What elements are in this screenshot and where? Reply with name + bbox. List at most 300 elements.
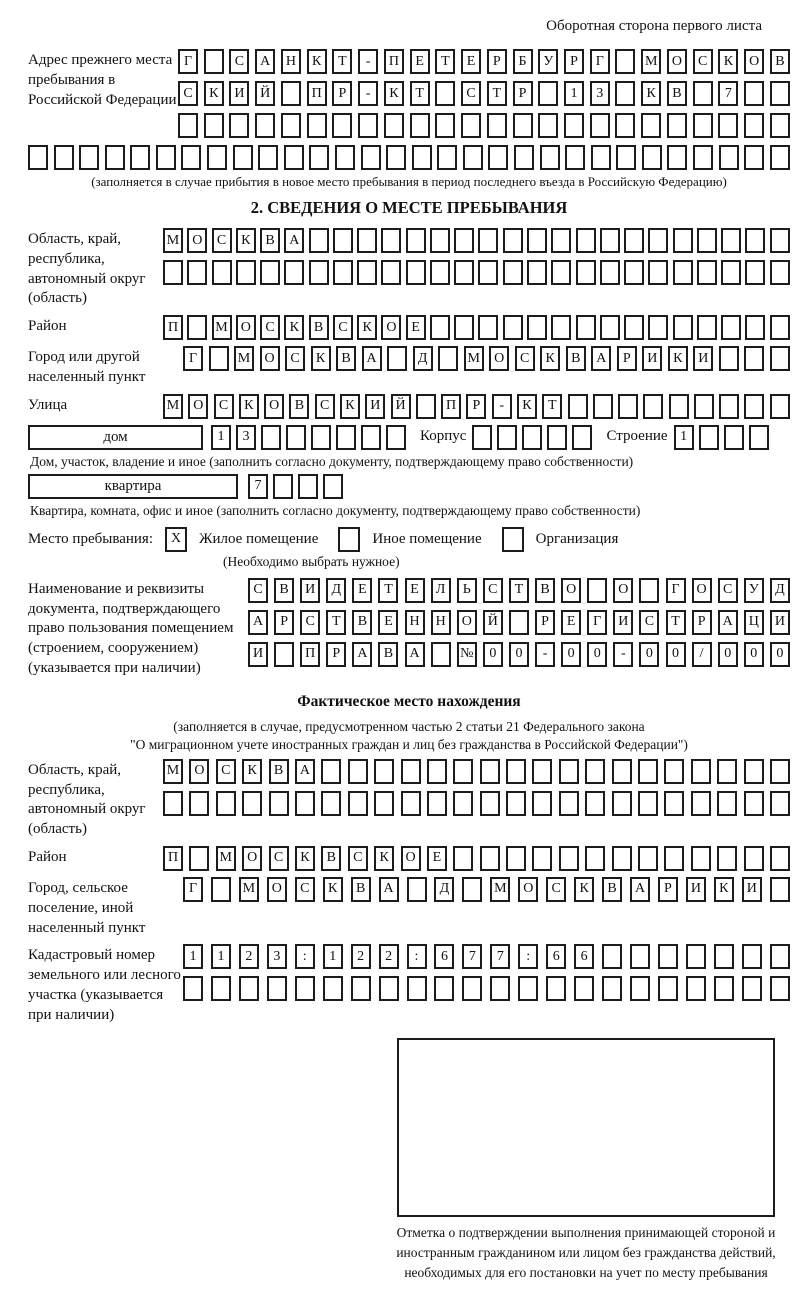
fact-rayon-field [28,846,790,871]
char-cell [189,846,209,871]
char-cell: В [274,578,294,603]
char-cell: Д [413,346,433,371]
char-cell [697,260,717,285]
char-cell [187,260,207,285]
char-cell: 0 [587,642,607,667]
char-cell [236,260,256,285]
char-cell [514,145,534,170]
char-cell [412,145,432,170]
char-cell [744,113,764,138]
char-cell [658,944,678,969]
char-cell: А [362,346,382,371]
char-cell [744,846,764,871]
oblast-row-1 [163,228,790,253]
char-cell: М [239,877,259,902]
char-cell [503,315,523,340]
char-cell [348,759,368,784]
char-cell [410,113,430,138]
char-cell [488,145,508,170]
prev-address-row-4 [28,145,790,170]
char-cell [416,394,436,419]
char-cell: Т [666,610,686,635]
char-cell: : [407,944,427,969]
char-cell [332,113,352,138]
char-cell [527,260,547,285]
char-cell [163,260,183,285]
char-cell [351,976,371,1001]
char-cell: Е [406,315,426,340]
char-cell [559,846,579,871]
char-cell: Т [326,610,346,635]
char-cell [130,145,150,170]
char-cell [239,976,259,1001]
char-cell: В [336,346,356,371]
char-cell [229,113,249,138]
korpus-label: Корпус [420,427,467,444]
char-cell: 0 [718,642,738,667]
char-cell [522,425,542,450]
char-cell: Т [435,49,455,74]
char-cell [697,228,717,253]
char-cell [333,228,353,253]
char-cell [559,759,579,784]
char-cell [648,260,668,285]
char-cell: С [178,81,198,106]
char-cell [551,315,571,340]
char-cell: 1 [674,425,694,450]
char-cell [309,145,329,170]
char-cell [664,759,684,784]
char-cell [189,791,209,816]
char-cell [551,260,571,285]
char-cell [435,81,455,106]
char-cell [719,145,739,170]
char-cell: К [239,394,259,419]
char-cell [233,145,253,170]
rayon-field [28,315,790,340]
char-cell [260,260,280,285]
char-cell [719,394,739,419]
char-cell: - [535,642,555,667]
char-cell: С [295,877,315,902]
char-cell: Р [692,610,712,635]
char-cell: С [212,228,232,253]
document-row-1 [248,578,790,603]
fact-oblast-row-2 [163,791,790,816]
char-cell: Р [535,610,555,635]
char-cell [568,394,588,419]
char-cell [693,113,713,138]
char-cell: О [518,877,538,902]
char-cell: 3 [267,944,287,969]
char-cell: 7 [248,474,268,499]
char-cell [284,145,304,170]
char-cell: Е [378,610,398,635]
char-cell: К [236,228,256,253]
oblast-label: Область, край, республика, автономный округ (область) [28,231,146,307]
char-cell [309,228,329,253]
fact-title: Фактическое место нахождения [297,692,521,710]
char-cell [506,791,526,816]
char-cell [321,791,341,816]
char-cell [648,315,668,340]
char-cell [336,425,356,450]
char-cell: Т [509,578,529,603]
char-cell: К [311,346,331,371]
char-cell [204,49,224,74]
char-cell [721,260,741,285]
char-cell: 1 [183,944,203,969]
char-cell: Л [431,578,451,603]
char-cell [624,315,644,340]
char-cell [559,791,579,816]
char-cell [204,113,224,138]
char-cell: В [309,315,329,340]
char-cell: К [718,49,738,74]
prev-address-row-3 [178,113,790,138]
char-cell: Д [770,578,790,603]
char-cell: У [744,578,764,603]
char-cell: В [378,642,398,667]
char-cell [693,81,713,106]
char-cell [770,394,790,419]
document-field [28,578,790,679]
char-cell [434,976,454,1001]
char-cell [216,791,236,816]
fact-rayon-label: Район [28,848,67,865]
char-cell: Т [332,49,352,74]
char-cell: А [591,346,611,371]
kvartira-caption: Квартира, комната, офис и иное (заполнить согласно документу, подтверждающему право собственности) [30,502,641,518]
kvartira-cells [248,474,343,499]
option-organizaciya-label: Организация [535,530,619,547]
char-cell: К [284,315,304,340]
char-cell: У [538,49,558,74]
char-cell [281,113,301,138]
char-cell: 0 [744,642,764,667]
char-cell: Ц [744,610,764,635]
char-cell: 2 [379,944,399,969]
char-cell [430,260,450,285]
char-cell [490,976,510,1001]
char-cell [714,944,734,969]
char-cell [770,228,790,253]
char-cell: И [229,81,249,106]
char-cell: 3 [590,81,610,106]
char-cell [387,346,407,371]
char-cell: С [693,49,713,74]
char-cell [691,791,711,816]
char-cell [427,791,447,816]
document-label: Наименование и реквизиты документа, подтверждающего право пользования помещением (строением, сооружением) (указывается при наличии) [28,580,234,676]
char-cell [638,846,658,871]
char-cell: С [248,578,268,603]
char-cell [438,346,458,371]
footer-area [28,1038,790,1284]
char-cell: Р [487,49,507,74]
char-cell: С [214,394,234,419]
kvartira-box: квартира [28,474,238,499]
char-cell [453,791,473,816]
char-cell [630,944,650,969]
char-cell: А [295,759,315,784]
char-cell [348,791,368,816]
char-cell: О [381,315,401,340]
char-cell: М [163,394,183,419]
char-cell: Р [617,346,637,371]
char-cell: - [492,394,512,419]
char-cell [374,791,394,816]
char-cell [600,260,620,285]
char-cell: О [187,228,207,253]
char-cell [641,113,661,138]
prev-address-label: Адрес прежнего места пребывания в Российской Федерации [28,52,177,108]
prev-address-rows [178,49,790,138]
kvartira-row [28,474,790,499]
char-cell [585,791,605,816]
char-cell [600,228,620,253]
char-cell: В [667,81,687,106]
char-cell [547,425,567,450]
char-cell: Т [487,81,507,106]
char-cell [616,145,636,170]
char-cell [615,81,635,106]
char-cell [770,759,790,784]
char-cell: С [515,346,535,371]
char-cell: 7 [462,944,482,969]
option-organizaciya [500,527,627,552]
char-cell [770,145,790,170]
char-cell [590,113,610,138]
char-cell: А [284,228,304,253]
char-cell [600,315,620,340]
char-cell: 0 [561,642,581,667]
char-cell [406,228,426,253]
char-cell: - [358,81,378,106]
char-cell: К [517,394,537,419]
char-cell: Б [513,49,533,74]
char-cell: О [236,315,256,340]
char-cell: А [718,610,738,635]
kadastr-row-2 [183,976,790,1001]
char-cell: Д [434,877,454,902]
char-cell [487,113,507,138]
char-cell [639,578,659,603]
char-cell: О [267,877,287,902]
option-inoe [336,527,489,552]
fact-oblast-row-1 [163,759,790,784]
char-cell [386,425,406,450]
char-cell: К [668,346,688,371]
char-cell [357,260,377,285]
char-cell [437,145,457,170]
char-cell: Р [332,81,352,106]
char-cell [744,346,764,371]
char-cell: Р [513,81,533,106]
char-cell [242,791,262,816]
char-cell [267,976,287,1001]
char-cell [693,145,713,170]
char-cell: Р [658,877,678,902]
char-cell [453,759,473,784]
char-cell [564,113,584,138]
char-cell: О [260,346,280,371]
char-cell [211,877,231,902]
char-cell [527,228,547,253]
char-cell: 3 [236,425,256,450]
char-cell: В [566,346,586,371]
char-cell [295,791,315,816]
char-cell: В [269,759,289,784]
char-cell [321,759,341,784]
char-cell: Н [431,610,451,635]
char-cell [506,846,526,871]
char-cell [478,228,498,253]
char-cell [453,846,473,871]
char-cell: В [321,846,341,871]
char-cell: С [348,846,368,871]
char-cell: М [464,346,484,371]
char-cell [538,113,558,138]
char-cell: 0 [666,642,686,667]
char-cell [105,145,125,170]
char-cell: К [357,315,377,340]
char-cell: Т [542,394,562,419]
char-cell [454,260,474,285]
char-cell: К [641,81,661,106]
char-cell: К [540,346,560,371]
kadastr-label: Кадастровый номер земельного или лесного участка (указывается при наличии) [28,947,181,1023]
gorod-field [28,346,790,388]
char-cell [691,846,711,871]
char-cell: О [188,394,208,419]
char-cell [602,976,622,1001]
char-cell [717,759,737,784]
char-cell [744,791,764,816]
char-cell [574,976,594,1001]
char-cell [462,877,482,902]
char-cell [513,113,533,138]
char-cell: Т [378,578,398,603]
char-cell [648,228,668,253]
char-cell: А [352,642,372,667]
char-cell [28,145,48,170]
char-cell [770,976,790,1001]
char-cell: 7 [718,81,738,106]
char-cell: 1 [211,944,231,969]
char-cell [381,228,401,253]
oblast-row-2 [163,260,790,285]
char-cell [694,394,714,419]
char-cell: С [483,578,503,603]
char-cell [699,425,719,450]
char-cell [624,228,644,253]
char-cell [673,228,693,253]
document-row-2 [248,610,790,635]
char-cell [503,228,523,253]
fact-oblast-field [28,759,790,840]
char-cell: А [248,610,268,635]
char-cell [480,759,500,784]
char-cell [667,145,687,170]
char-cell [255,113,275,138]
char-cell: О [189,759,209,784]
char-cell: С [718,578,738,603]
char-cell [612,846,632,871]
char-cell: С [546,877,566,902]
char-cell: И [686,877,706,902]
char-cell: Р [274,610,294,635]
document-row-3 [248,642,790,667]
char-cell [212,260,232,285]
char-cell: Е [352,578,372,603]
char-cell: П [163,315,183,340]
char-cell [183,976,203,1001]
fact-oblast-rows [163,759,790,816]
char-cell [207,145,227,170]
char-cell: 1 [323,944,343,969]
char-cell: Е [561,610,581,635]
char-cell: О [613,578,633,603]
char-cell [335,145,355,170]
prev-address-row-2 [178,81,790,106]
char-cell: А [379,877,399,902]
char-cell [381,260,401,285]
checkbox-inoe [338,527,360,552]
stroenie-label: Строение [606,427,668,444]
char-cell [770,846,790,871]
char-cell [686,944,706,969]
char-cell [669,394,689,419]
char-cell [744,145,764,170]
char-cell [430,228,450,253]
korpus-cells [472,425,592,450]
char-cell: О [744,49,764,74]
char-cell: 6 [434,944,454,969]
char-cell [323,474,343,499]
char-cell [585,846,605,871]
char-cell [307,113,327,138]
section2-title: 2. СВЕДЕНИЯ О МЕСТЕ ПРЕБЫВАНИЯ [250,198,568,217]
char-cell [54,145,74,170]
gorod-label: Город или другой населенный пункт [28,349,146,385]
char-cell: О [489,346,509,371]
char-cell [540,145,560,170]
char-cell: М [163,759,183,784]
rayon-row [163,315,790,340]
char-cell [770,877,790,902]
char-cell: О [401,846,421,871]
char-cell [298,474,318,499]
char-cell [742,944,762,969]
char-cell: Р [466,394,486,419]
char-cell: А [405,642,425,667]
char-cell [532,791,552,816]
char-cell [587,578,607,603]
char-cell: 0 [483,642,503,667]
char-cell: Г [183,877,203,902]
char-cell: Н [405,610,425,635]
char-cell: И [300,578,320,603]
char-cell [407,877,427,902]
char-cell: Г [587,610,607,635]
char-cell [538,81,558,106]
char-cell: Е [427,846,447,871]
char-cell [717,846,737,871]
char-cell [638,791,658,816]
prev-address-row-1 [178,49,790,74]
char-cell [478,260,498,285]
